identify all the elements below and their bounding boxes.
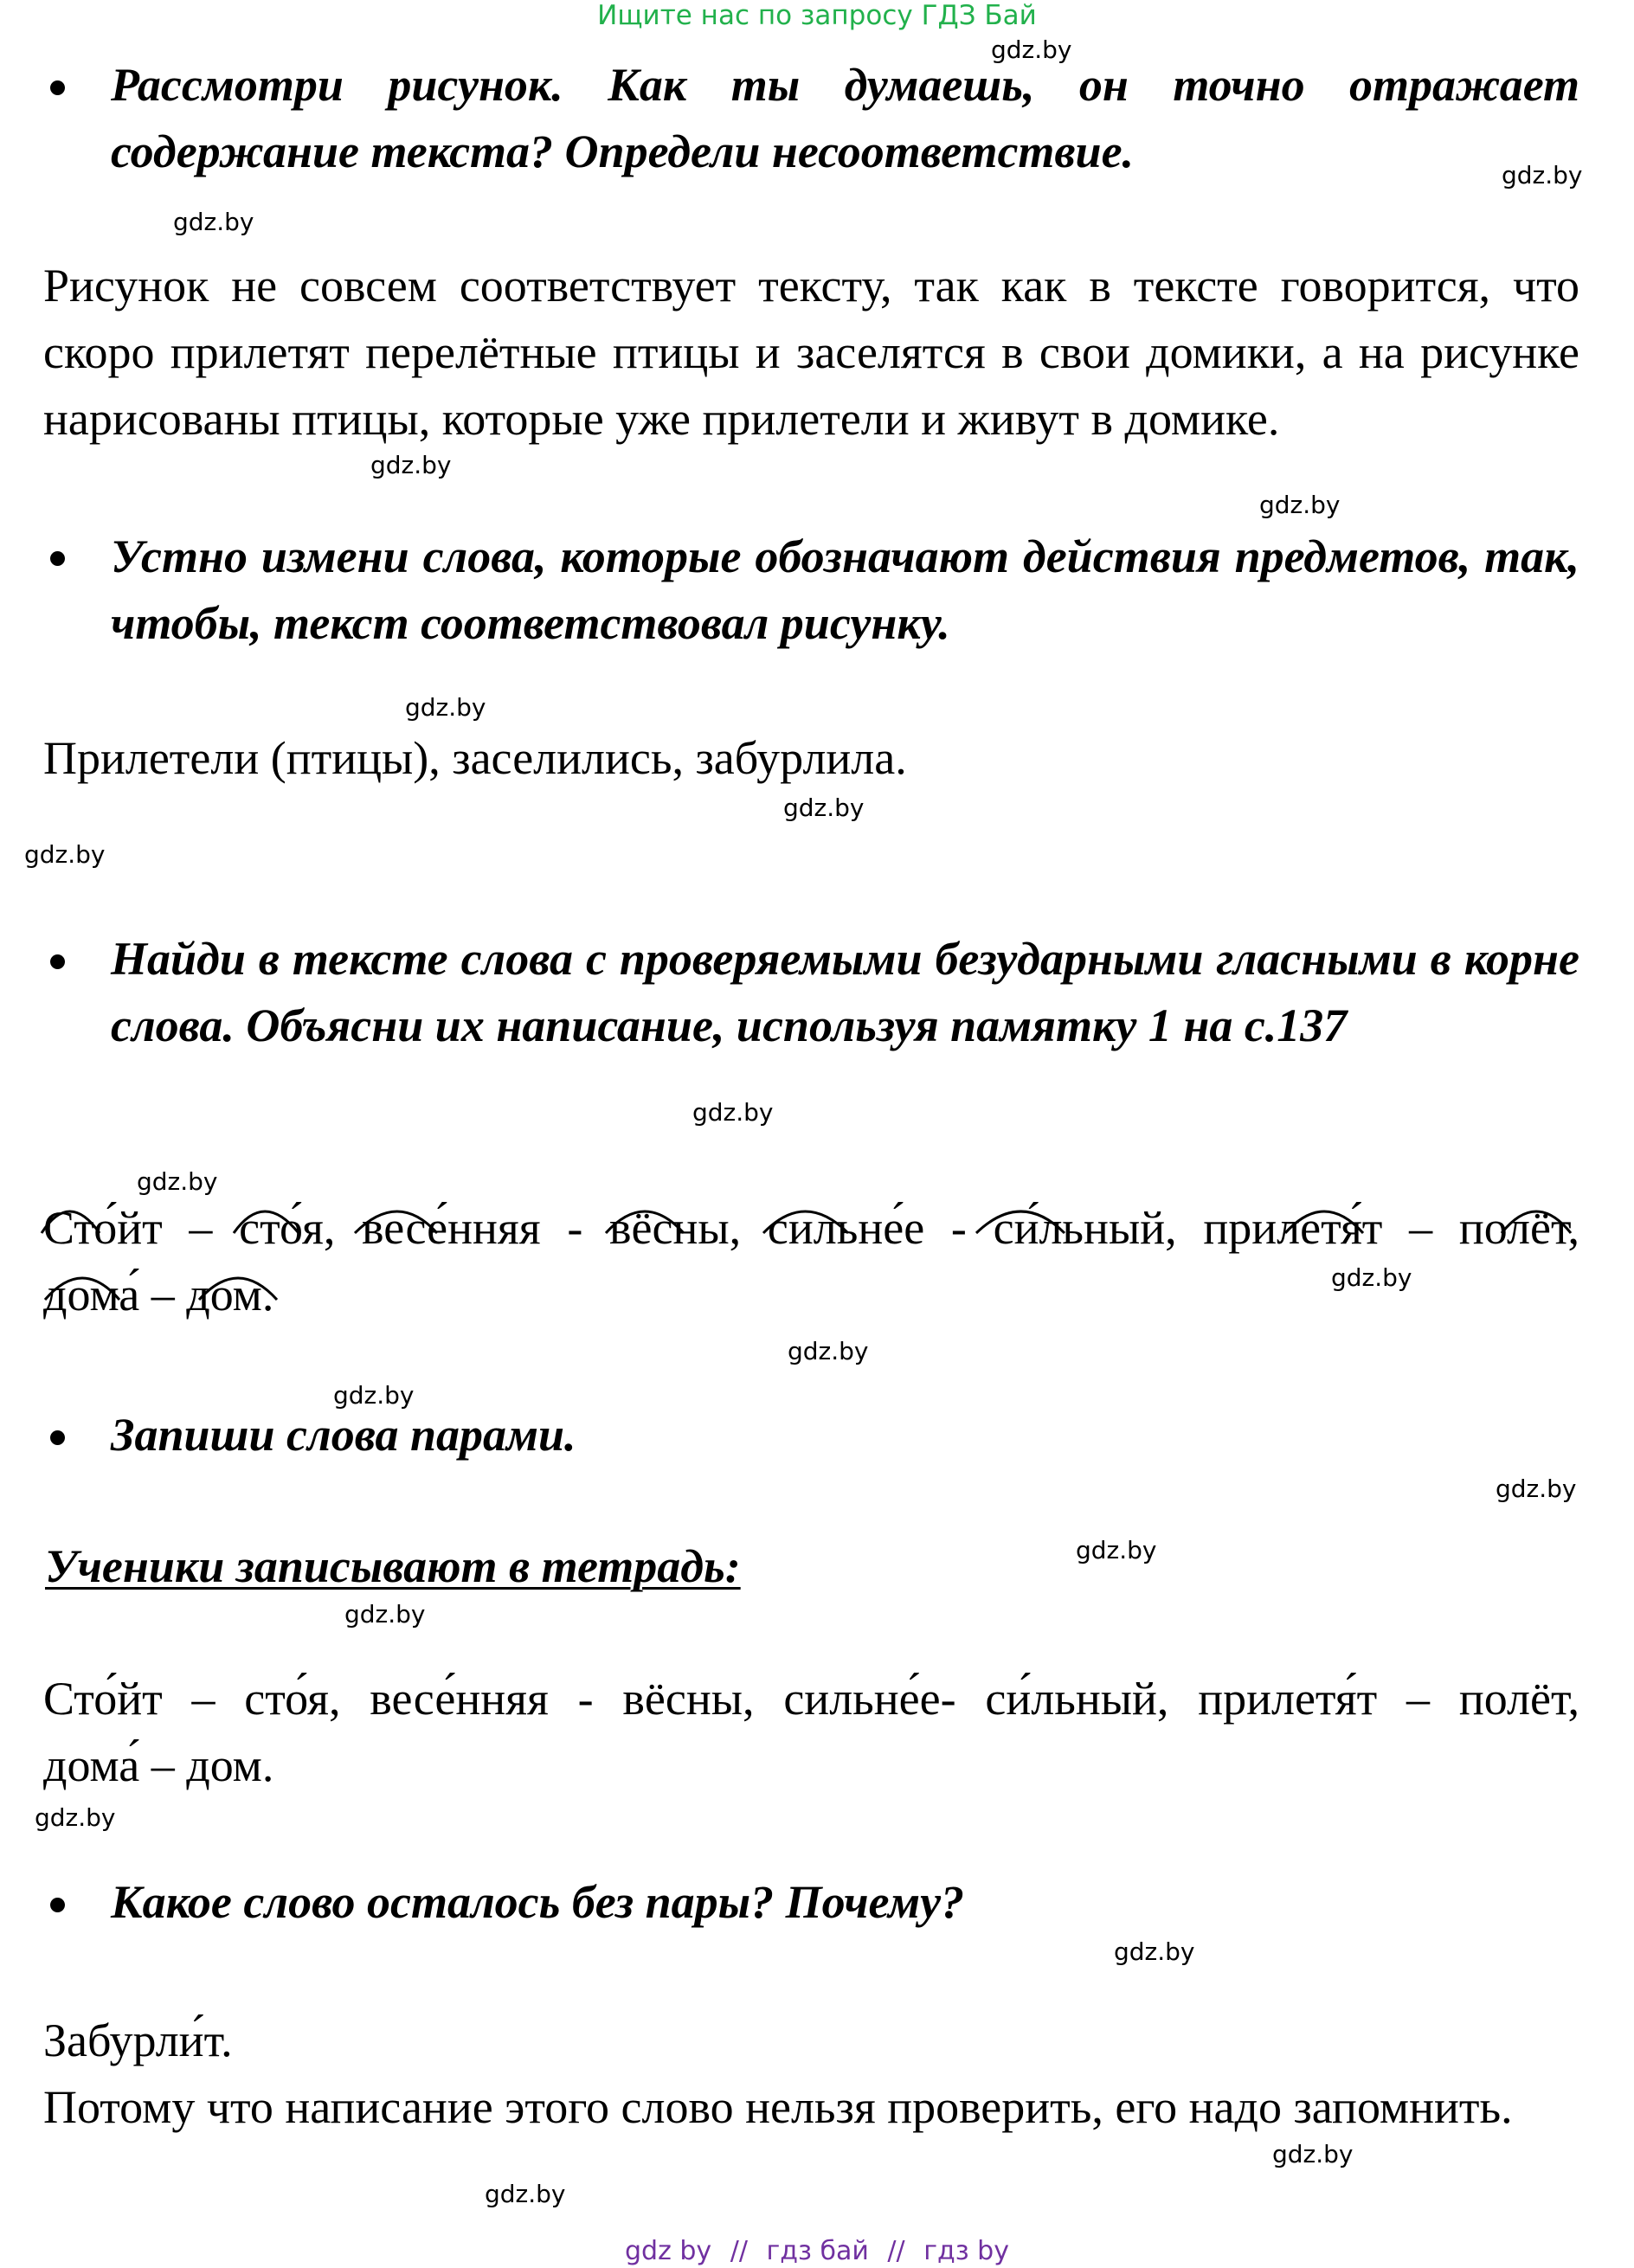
root-arc bbox=[234, 1211, 299, 1233]
task-3-answer-line-1: Сто́йт – сто́я, весе́нняя - вёсны, сильне́е - си́льный, прилетя́т – полёт, bbox=[43, 1202, 1579, 1254]
watermark: gdz.by bbox=[137, 1167, 218, 1196]
watermark: gdz.by bbox=[405, 693, 486, 722]
task-1-answer: Рисунок не совсем соответствует тексту, так как в тексте говорится, что скоро прилетят перелётные птицы и заселятся в свои домики, а на рисунке нарисованы птицы, которые уже прилетели и живут в домике. bbox=[43, 260, 1579, 445]
task-3-question: Найди в тексте слова с проверяемыми безударными гласными в корне слова. Объясни их написание, используя памятку 1 на с.137 bbox=[111, 933, 1579, 1051]
watermark: gdz.by bbox=[344, 1600, 426, 1629]
watermark: gdz.by bbox=[1076, 1536, 1157, 1564]
watermark: gdz.by bbox=[1272, 2140, 1354, 2168]
watermark: gdz.by bbox=[370, 451, 452, 479]
task-2-answer: Прилетели (птицы), заселились, забурлила. bbox=[43, 732, 907, 784]
footer-link-gdz-by[interactable]: gdz by bbox=[625, 2236, 712, 2266]
root-arc bbox=[763, 1211, 848, 1233]
footer-link-gdz-by-cyr[interactable]: гдз by bbox=[923, 2236, 1009, 2266]
footer-separator: // bbox=[730, 2236, 748, 2266]
footer-links bbox=[0, 2237, 1634, 2266]
watermark: gdz.by bbox=[1502, 161, 1583, 190]
root-arc bbox=[42, 1211, 100, 1233]
watermark: gdz.by bbox=[1496, 1475, 1577, 1503]
task-1-question: Рассмотри рисунок. Как ты думаешь, он точно отражает содержание текста? Определи несоответствие. bbox=[111, 59, 1579, 177]
task-3-answer-line-2: дома́ – дом. bbox=[43, 1269, 274, 1320]
search-banner[interactable]: Ищите нас по запросу ГДЗ Бай bbox=[597, 0, 1037, 31]
root-arc bbox=[199, 1278, 277, 1300]
watermark: gdz.by bbox=[783, 793, 865, 822]
root-arc bbox=[355, 1211, 437, 1233]
footer-link-gdz-bai[interactable]: гдз бай bbox=[766, 2236, 869, 2266]
watermark: gdz.by bbox=[1114, 1937, 1195, 1966]
task-4-question: Запиши слова парами. bbox=[111, 1409, 576, 1461]
bullet bbox=[50, 1898, 65, 1912]
root-arc bbox=[1502, 1211, 1571, 1233]
task-2-question: Устно измени слова, которые обозначают действия предметов, так, чтобы, текст соответствовал рисунку. bbox=[111, 530, 1579, 649]
root-arc bbox=[45, 1278, 119, 1300]
task-5-answer-word: Забурли́т. bbox=[43, 2014, 233, 2066]
watermark: gdz.by bbox=[1331, 1263, 1412, 1292]
watermark: gdz.by bbox=[788, 1337, 869, 1365]
bullet bbox=[50, 1430, 65, 1445]
watermark: gdz.by bbox=[24, 840, 106, 869]
watermark: gdz.by bbox=[991, 35, 1072, 64]
root-arc bbox=[606, 1211, 684, 1233]
task-5-answer-reason: Потому что написание этого слово нельзя проверить, его надо запомнить. bbox=[43, 2081, 1513, 2133]
footer-separator: // bbox=[887, 2236, 905, 2266]
notebook-heading: Ученики записывают в тетрадь: bbox=[45, 1540, 741, 1592]
watermark: gdz.by bbox=[1259, 491, 1341, 519]
watermark: gdz.by bbox=[692, 1098, 774, 1127]
watermark: gdz.by bbox=[333, 1381, 415, 1410]
watermark: gdz.by bbox=[173, 208, 254, 236]
task-5-question: Какое слово осталось без пары? Почему? bbox=[111, 1876, 965, 1928]
root-arc bbox=[1285, 1211, 1363, 1233]
task-4-answer-line-2: дома́ – дом. bbox=[43, 1739, 274, 1791]
watermark: gdz.by bbox=[485, 2180, 566, 2208]
watermark: gdz.by bbox=[35, 1803, 116, 1832]
task-4-answer-line-1: Сто́йт – сто́я, весе́нняя - вёсны, сильне́е- си́льный, прилетя́т – полёт, bbox=[43, 1673, 1579, 1725]
root-arc bbox=[976, 1211, 1065, 1233]
